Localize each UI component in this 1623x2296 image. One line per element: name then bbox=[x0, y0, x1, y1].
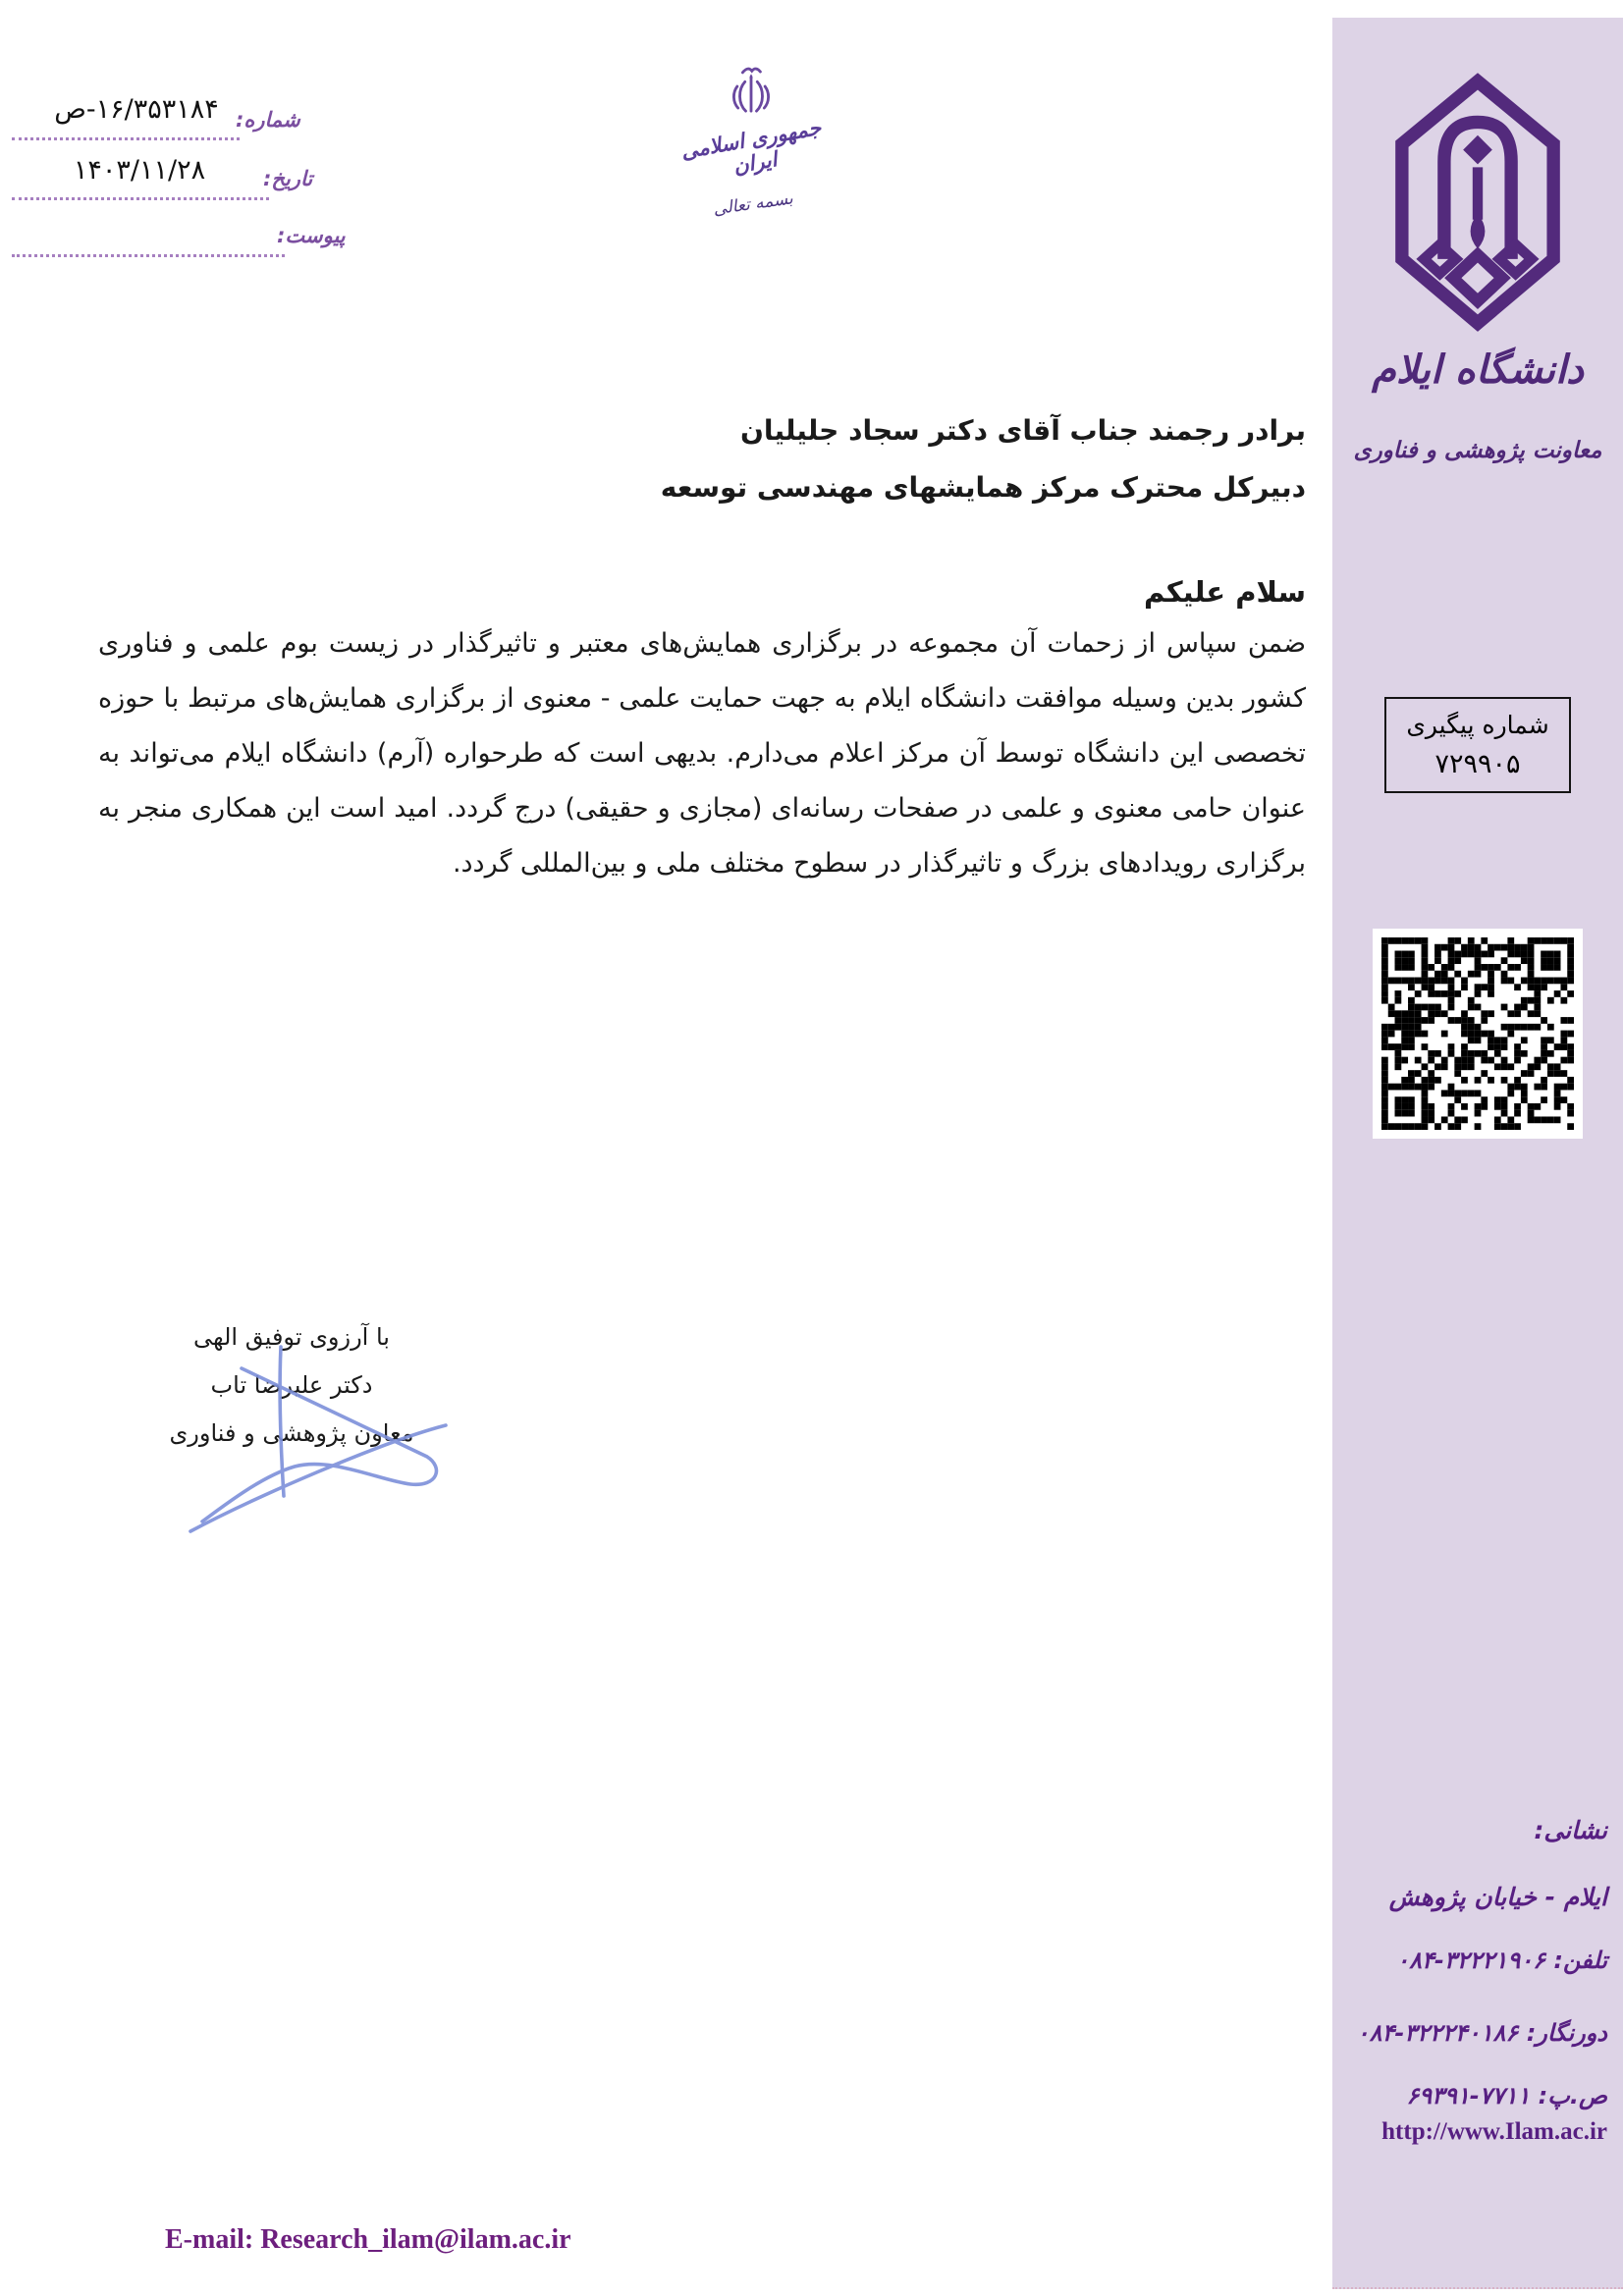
fax-label: دورنگار: bbox=[1526, 2019, 1607, 2047]
email-address: E-mail: Research_ilam@ilam.ac.ir bbox=[165, 2224, 571, 2255]
phone-value: ۰۸۴-۳۲۲۲۱۹۰۶ bbox=[1396, 1947, 1545, 1974]
salutation: سلام علیکم bbox=[1144, 575, 1306, 609]
tracking-number: ۷۲۹۹۰۵ bbox=[1434, 749, 1521, 779]
iran-emblem-icon bbox=[724, 65, 779, 130]
website-url: http://www.Ilam.ac.ir bbox=[1381, 2118, 1607, 2145]
signer-title: معاون پژوهشی و فناوری bbox=[169, 1419, 414, 1447]
university-name: دانشگاه ایلام bbox=[1372, 347, 1584, 393]
dotted-line bbox=[12, 197, 269, 200]
phone-label: تلفن: bbox=[1553, 1947, 1607, 1974]
address-value: ایلام - خیابان پژوهش bbox=[1388, 1883, 1607, 1911]
sidebar bbox=[1332, 18, 1623, 2289]
letter-date-label: تاریخ: bbox=[263, 167, 313, 190]
body-paragraph: ضمن سپاس از زحمات آن مجموعه در برگزاری همایش‌های معتبر و تاثیرگذار در زیست بوم علمی و فناوری کشور بدین وسیله موافقت دانشگاه ایلام به جهت حمایت علمی - معنوی از برگزاری همایش‌های مرتبط با حوزه تخصصی این دانشگاه توسط آن مرکز اعلام می‌دارم. بدیهی است که طرحواره (آرم) دانشگاه ایلام می‌تواند به عنوان حامی معنوی و علمی در صفحات رسانه‌ای (مجازی و حقیقی) درج گردد. امید است این همکاری منجر به برگزاری رویدادهای بزرگ و تاثیرگذار در سطوح مختلف ملی و بین‌المللی گردد. bbox=[98, 628, 1306, 879]
pobox-line bbox=[1406, 2082, 1607, 2109]
letter-number-label: شماره: bbox=[236, 108, 300, 132]
signer-name: دکتر علیرضا تاب bbox=[210, 1371, 373, 1399]
letter-number-value: ۱۶/۳۵۳۱۸۴-ص bbox=[54, 94, 219, 125]
fax-line bbox=[1357, 2019, 1607, 2047]
bismillah-text: بسمه تعالی bbox=[712, 188, 794, 220]
university-logo-icon bbox=[1390, 69, 1565, 336]
pobox-label: ص.پ: bbox=[1538, 2082, 1607, 2109]
tracking-label: شماره پیگیری bbox=[1406, 711, 1549, 739]
country-name: جمهوری اسلامی ایران bbox=[678, 115, 824, 179]
dotted-line bbox=[12, 254, 285, 257]
recipient-line-2: دبیرکل محترک مرکز همایشهای مهندسی توسعه bbox=[660, 471, 1306, 504]
address-label: نشانی: bbox=[1534, 1816, 1607, 1844]
pobox-value: ۶۹۳۹۱-۷۷۱۱ bbox=[1406, 2082, 1531, 2109]
tracking-box bbox=[1384, 697, 1571, 793]
dotted-line bbox=[12, 137, 240, 140]
department-name: معاونت پژوهشی و فناوری bbox=[1353, 438, 1602, 463]
closing-wish: با آرزوی توفیق الهی bbox=[193, 1323, 390, 1351]
fax-value: ۰۸۴-۳۲۲۲۴۰۱۸۶ bbox=[1356, 2019, 1519, 2047]
attachment-label: پیوست: bbox=[277, 224, 346, 247]
handwritten-signature bbox=[185, 1341, 455, 1542]
phone-line bbox=[1396, 1947, 1607, 1974]
recipient-line-1: برادر رجمند جناب آقای دکتر سجاد جلیلیان bbox=[740, 414, 1306, 447]
letter-date-value: ۱۴۰۳/۱۱/۲۸ bbox=[73, 155, 206, 186]
qr-code bbox=[1373, 929, 1583, 1139]
